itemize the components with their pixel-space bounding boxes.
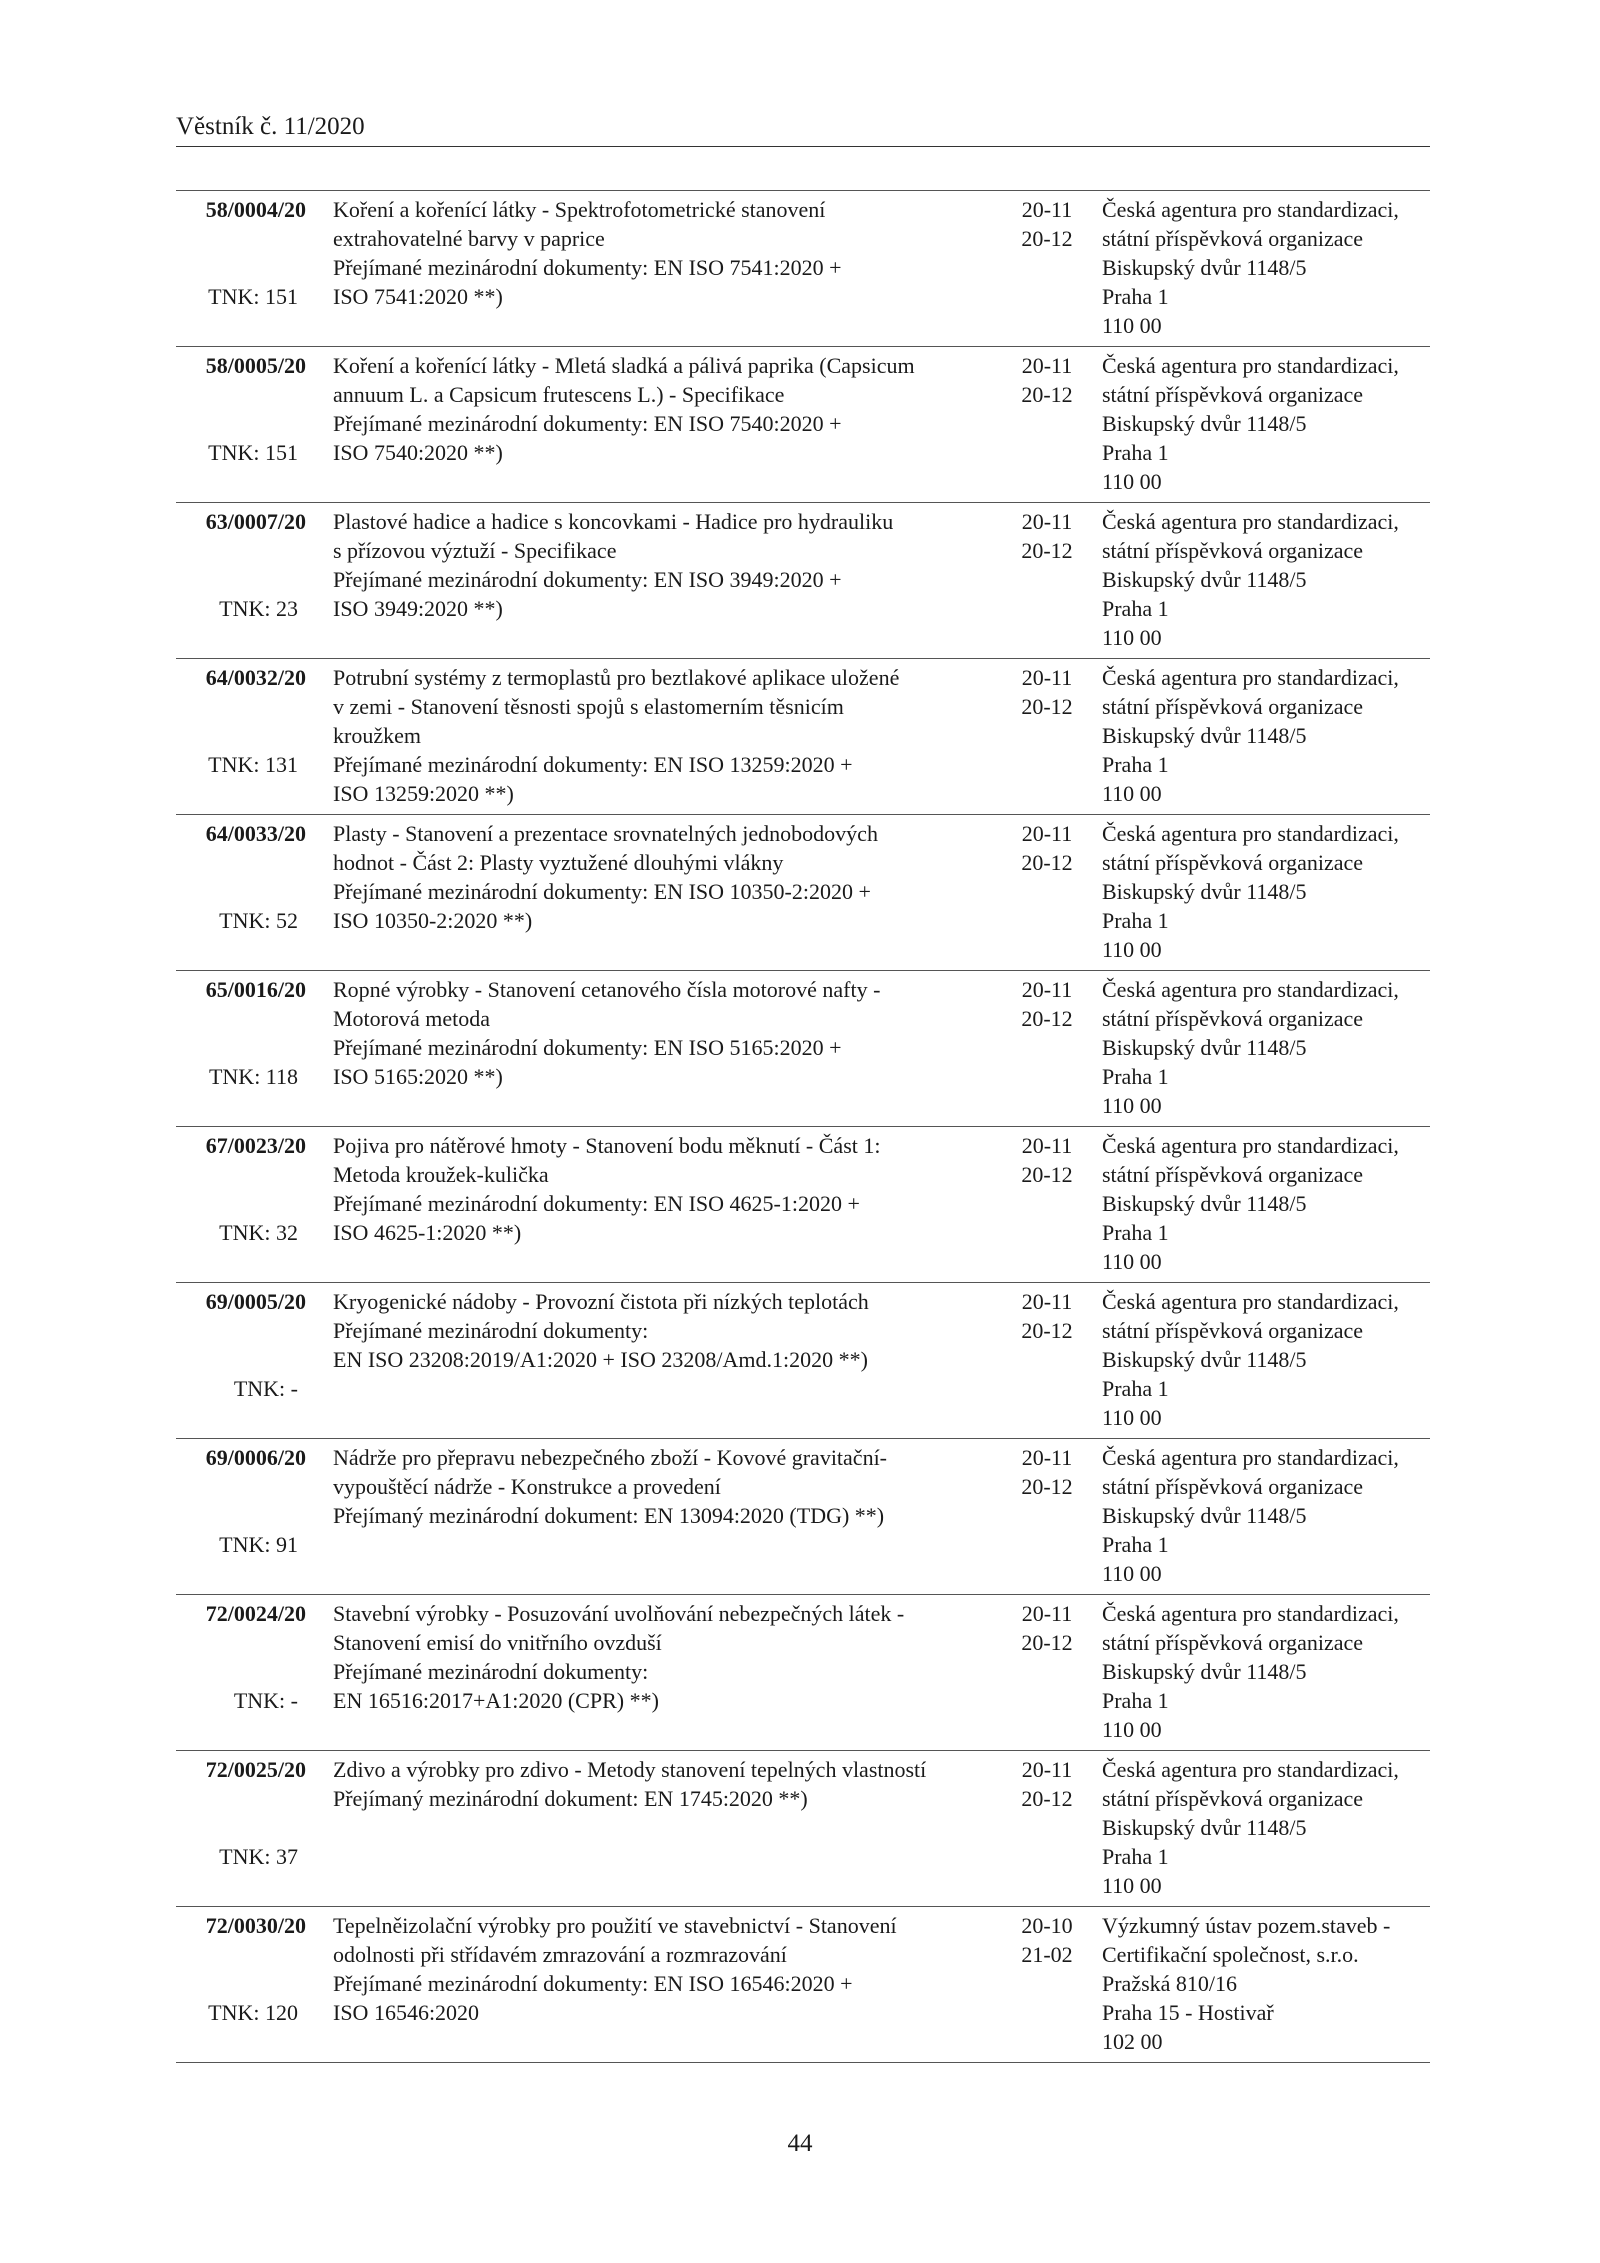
address-line: Česká agentura pro standardizaci, (1102, 509, 1399, 534)
address-line: Praha 1 (1102, 1064, 1169, 1089)
standard-title (333, 1443, 1013, 1530)
title-line: Stavební výrobky - Posuzování uvolňování nebezpečných látek - (333, 1601, 905, 1626)
date-value: 20-11 (1021, 197, 1073, 222)
title-line: Přejímané mezinárodní dokumenty: EN ISO 4625-1:2020 + (333, 1191, 860, 1216)
address-line: Certifikační společnost, s.r.o. (1102, 1942, 1359, 1967)
title-line: Přejímané mezinárodní dokumenty: EN ISO 10350-2:2020 + (333, 879, 871, 904)
standards-table (176, 190, 1430, 2063)
date-value: 21-02 (1021, 1942, 1073, 1967)
date-value: 20-11 (1021, 665, 1073, 690)
address-line: Biskupský dvůr 1148/5 (1102, 723, 1307, 748)
title-line: Stanovení emisí do vnitřního ovzduší (333, 1630, 662, 1655)
date-value: 20-11 (1021, 1133, 1073, 1158)
address-line: státní příspěvková organizace (1102, 1006, 1364, 1031)
address-line: 110 00 (1102, 625, 1162, 650)
dates (1012, 195, 1082, 253)
address-line: Praha 1 (1102, 908, 1169, 933)
address-line: Česká agentura pro standardizaci, (1102, 821, 1399, 846)
title-line: Pojiva pro nátěrové hmoty - Stanovení bodu měknutí - Část 1: (333, 1133, 881, 1158)
title-line: Plastové hadice a hadice s koncovkami - Hadice pro hydrauliku (333, 509, 894, 534)
title-line: Motorová metoda (333, 1006, 491, 1031)
address-line: 110 00 (1102, 937, 1162, 962)
address-line: 110 00 (1102, 1405, 1162, 1430)
tnk-label: TNK: 32 (219, 1220, 298, 1245)
date-value: 20-11 (1021, 353, 1073, 378)
address-line: Praha 1 (1102, 1376, 1169, 1401)
address-line: Biskupský dvůr 1148/5 (1102, 411, 1307, 436)
date-value: 20-12 (1021, 382, 1073, 407)
standard-number: 69/0006/20 (205, 1445, 306, 1470)
date-value: 20-12 (1021, 1006, 1073, 1031)
title-line: EN ISO 23208:2019/A1:2020 + ISO 23208/Amd.1:2020 **) (333, 1347, 868, 1372)
date-value: 20-12 (1021, 694, 1073, 719)
title-line: Nádrže pro přepravu nebezpečného zboží - Kovové gravitační- (333, 1445, 888, 1470)
address-line: 110 00 (1102, 469, 1162, 494)
dates (1012, 975, 1082, 1033)
standard-number: 67/0023/20 (205, 1133, 306, 1158)
date-value: 20-11 (1021, 509, 1073, 534)
address-line: Biskupský dvůr 1148/5 (1102, 879, 1307, 904)
address-line: Česká agentura pro standardizaci, (1102, 1445, 1399, 1470)
tnk-label: TNK: 37 (219, 1844, 298, 1869)
address-line: 110 00 (1102, 1093, 1162, 1118)
title-line: extrahovatelné barvy v paprice (333, 226, 605, 251)
dates (1012, 1131, 1082, 1189)
date-value: 20-12 (1021, 850, 1073, 875)
processor-address (1102, 351, 1430, 496)
tnk-label: TNK: 118 (208, 1064, 298, 1089)
address-line: Praha 1 (1102, 596, 1169, 621)
date-value: 20-12 (1021, 1630, 1073, 1655)
address-line: Biskupský dvůr 1148/5 (1102, 1035, 1307, 1060)
title-line: Přejímaný mezinárodní dokument: EN 1745:2020 **) (333, 1786, 808, 1811)
address-line: Praha 1 (1102, 1532, 1169, 1557)
table-row (176, 502, 1430, 658)
standard-number: 72/0025/20 (205, 1757, 306, 1782)
standard-title (333, 663, 1013, 808)
title-line: Přejímané mezinárodní dokumenty: EN ISO 7541:2020 + (333, 255, 842, 280)
address-line: Pražská 810/16 (1102, 1971, 1238, 1996)
address-line: Česká agentura pro standardizaci, (1102, 1289, 1399, 1314)
standard-title (333, 507, 1013, 623)
address-line: státní příspěvková organizace (1102, 226, 1364, 251)
title-line: annuum L. a Capsicum frutescens L.) - Specifikace (333, 382, 785, 407)
standard-number: 69/0005/20 (205, 1289, 306, 1314)
address-line: Praha 1 (1102, 1220, 1169, 1245)
processor-address (1102, 195, 1430, 340)
tnk-label: TNK: 52 (219, 908, 298, 933)
title-line: Potrubní systémy z termoplastů pro beztlakové aplikace uložené (333, 665, 900, 690)
date-value: 20-12 (1021, 1162, 1073, 1187)
title-line: Přejímané mezinárodní dokumenty: EN ISO 5165:2020 + (333, 1035, 842, 1060)
date-value: 20-11 (1021, 821, 1073, 846)
processor-address (1102, 1755, 1430, 1900)
title-line: ISO 10350-2:2020 **) (333, 908, 533, 933)
title-line: Koření a kořenící látky - Spektrofotometrické stanovení (333, 197, 826, 222)
standard-title (333, 819, 1013, 935)
tnk-label: TNK: 151 (208, 440, 298, 465)
address-line: Česká agentura pro standardizaci, (1102, 1601, 1399, 1626)
table-row (176, 190, 1430, 346)
standard-number: 64/0033/20 (205, 821, 306, 846)
address-line: Česká agentura pro standardizaci, (1102, 977, 1399, 1002)
standard-title (333, 1911, 1013, 2027)
date-value: 20-12 (1021, 1786, 1073, 1811)
processor-address (1102, 507, 1430, 652)
tnk-label: TNK: - (233, 1688, 298, 1713)
date-value: 20-12 (1021, 226, 1073, 251)
address-line: Praha 1 (1102, 752, 1169, 777)
date-value: 20-11 (1021, 977, 1073, 1002)
address-line: státní příspěvková organizace (1102, 382, 1364, 407)
table-row (176, 1906, 1430, 2063)
title-line: Kryogenické nádoby - Provozní čistota při nízkých teplotách (333, 1289, 869, 1314)
address-line: Česká agentura pro standardizaci, (1102, 353, 1399, 378)
tnk-label: TNK: - (233, 1376, 298, 1401)
standard-number: 64/0032/20 (205, 665, 306, 690)
table-row (176, 814, 1430, 970)
standard-title (333, 1599, 1013, 1715)
address-line: Česká agentura pro standardizaci, (1102, 1757, 1399, 1782)
tnk-label: TNK: 131 (208, 752, 298, 777)
title-line: s přízovou výztuží - Specifikace (333, 538, 617, 563)
table-row (176, 1126, 1430, 1282)
title-line: ISO 5165:2020 **) (333, 1064, 503, 1089)
title-line: EN 16516:2017+A1:2020 (CPR) **) (333, 1688, 659, 1713)
standard-number: 72/0030/20 (205, 1913, 306, 1938)
date-value: 20-11 (1021, 1601, 1073, 1626)
standard-title (333, 1287, 1013, 1374)
standard-title (333, 351, 1013, 467)
address-line: 110 00 (1102, 1249, 1162, 1274)
date-value: 20-11 (1021, 1289, 1073, 1314)
table-row (176, 346, 1430, 502)
title-line: ISO 7541:2020 **) (333, 284, 503, 309)
address-line: Praha 1 (1102, 284, 1169, 309)
address-line: 110 00 (1102, 1873, 1162, 1898)
table-row (176, 970, 1430, 1126)
address-line: státní příspěvková organizace (1102, 1786, 1364, 1811)
tnk-label: TNK: 120 (208, 2000, 298, 2025)
address-line: Praha 1 (1102, 440, 1169, 465)
dates (1012, 1287, 1082, 1345)
address-line: 102 00 (1102, 2029, 1163, 2054)
title-line: Přejímané mezinárodní dokumenty: EN ISO 3949:2020 + (333, 567, 842, 592)
header-divider (176, 146, 1430, 147)
dates (1012, 663, 1082, 721)
dates (1012, 507, 1082, 565)
title-line: Přejímané mezinárodní dokumenty: (333, 1318, 649, 1343)
standard-number: 58/0004/20 (205, 197, 306, 222)
title-line: Koření a kořenící látky - Mletá sladká a pálivá paprika (Capsicum (333, 353, 915, 378)
address-line: státní příspěvková organizace (1102, 850, 1364, 875)
title-line: vypouštěcí nádrže - Konstrukce a provedení (333, 1474, 721, 1499)
processor-address (1102, 975, 1430, 1120)
title-line: ISO 3949:2020 **) (333, 596, 503, 621)
tnk-label: TNK: 151 (208, 284, 298, 309)
title-line: ISO 13259:2020 **) (333, 781, 514, 806)
title-line: Přejímané mezinárodní dokumenty: EN ISO 13259:2020 + (333, 752, 853, 777)
standard-title (333, 195, 1013, 311)
processor-address (1102, 819, 1430, 964)
dates (1012, 819, 1082, 877)
tnk-label: TNK: 23 (219, 596, 298, 621)
title-line: Metoda kroužek-kulička (333, 1162, 549, 1187)
title-line: Ropné výrobky - Stanovení cetanového čísla motorové nafty - (333, 977, 881, 1002)
processor-address (1102, 1443, 1430, 1588)
address-line: Biskupský dvůr 1148/5 (1102, 1191, 1307, 1216)
title-line: Přejímané mezinárodní dokumenty: EN ISO 7540:2020 + (333, 411, 842, 436)
table-row (176, 1282, 1430, 1438)
title-line: Zdivo a výrobky pro zdivo - Metody stanovení tepelných vlastností (333, 1757, 927, 1782)
processor-address (1102, 1287, 1430, 1432)
standard-number: 58/0005/20 (205, 353, 306, 378)
title-line: Plasty - Stanovení a prezentace srovnatelných jednobodových (333, 821, 878, 846)
processor-address (1102, 1599, 1430, 1744)
address-line: 110 00 (1102, 1717, 1162, 1742)
title-line: kroužkem (333, 723, 421, 748)
title-line: ISO 7540:2020 **) (333, 440, 503, 465)
date-value: 20-11 (1021, 1757, 1073, 1782)
page-number: 44 (787, 2130, 813, 2157)
address-line: Biskupský dvůr 1148/5 (1102, 255, 1307, 280)
date-value: 20-11 (1021, 1445, 1073, 1470)
dates (1012, 1911, 1082, 1969)
dates (1012, 1755, 1082, 1813)
address-line: Praha 15 - Hostivař (1102, 2000, 1274, 2025)
address-line: Biskupský dvůr 1148/5 (1102, 1815, 1307, 1840)
address-line: státní příspěvková organizace (1102, 1630, 1364, 1655)
standard-number: 63/0007/20 (205, 509, 306, 534)
standard-number: 72/0024/20 (205, 1601, 306, 1626)
table-row (176, 658, 1430, 814)
processor-address (1102, 663, 1430, 808)
address-line: 110 00 (1102, 313, 1162, 338)
address-line: Biskupský dvůr 1148/5 (1102, 1347, 1307, 1372)
dates (1012, 351, 1082, 409)
address-line: Praha 1 (1102, 1844, 1169, 1869)
address-line: Výzkumný ústav pozem.staveb - (1102, 1913, 1391, 1938)
title-line: ISO 4625-1:2020 **) (333, 1220, 522, 1245)
title-line: hodnot - Část 2: Plasty vyztužené dlouhými vlákny (333, 850, 784, 875)
dates (1012, 1443, 1082, 1501)
title-line: Přejímaný mezinárodní dokument: EN 13094:2020 (TDG) **) (333, 1503, 885, 1528)
address-line: Biskupský dvůr 1148/5 (1102, 1503, 1307, 1528)
table-row (176, 1438, 1430, 1594)
address-line: 110 00 (1102, 1561, 1162, 1586)
table-row (176, 1594, 1430, 1750)
bulletin-header: Věstník č. 11/2020 (176, 113, 365, 140)
date-value: 20-10 (1021, 1913, 1073, 1938)
dates (1012, 1599, 1082, 1657)
processor-address (1102, 1911, 1430, 2056)
address-line: Česká agentura pro standardizaci, (1102, 1133, 1399, 1158)
address-line: Česká agentura pro standardizaci, (1102, 197, 1399, 222)
address-line: státní příspěvková organizace (1102, 1318, 1364, 1343)
date-value: 20-12 (1021, 1474, 1073, 1499)
standard-number: 65/0016/20 (205, 977, 306, 1002)
address-line: státní příspěvková organizace (1102, 1162, 1364, 1187)
standard-title (333, 975, 1013, 1091)
title-line: v zemi - Stanovení těsnosti spojů s elastomerním těsnicím (333, 694, 844, 719)
date-value: 20-12 (1021, 1318, 1073, 1343)
address-line: 110 00 (1102, 781, 1162, 806)
title-line: Přejímané mezinárodní dokumenty: (333, 1659, 649, 1684)
address-line: Biskupský dvůr 1148/5 (1102, 1659, 1307, 1684)
title-line: odolnosti při střídavém zmrazování a rozmrazování (333, 1942, 787, 1967)
address-line: Biskupský dvůr 1148/5 (1102, 567, 1307, 592)
address-line: státní příspěvková organizace (1102, 1474, 1364, 1499)
address-line: Praha 1 (1102, 1688, 1169, 1713)
address-line: státní příspěvková organizace (1102, 694, 1364, 719)
address-line: Česká agentura pro standardizaci, (1102, 665, 1399, 690)
tnk-label: TNK: 91 (219, 1532, 298, 1557)
title-line: ISO 16546:2020 (333, 2000, 480, 2025)
standard-title (333, 1755, 1013, 1813)
address-line: státní příspěvková organizace (1102, 538, 1364, 563)
date-value: 20-12 (1021, 538, 1073, 563)
table-row (176, 1750, 1430, 1906)
processor-address (1102, 1131, 1430, 1276)
title-line: Přejímané mezinárodní dokumenty: EN ISO 16546:2020 + (333, 1971, 853, 1996)
title-line: Tepelněizolační výrobky pro použití ve stavebnictví - Stanovení (333, 1913, 897, 1938)
standard-title (333, 1131, 1013, 1247)
